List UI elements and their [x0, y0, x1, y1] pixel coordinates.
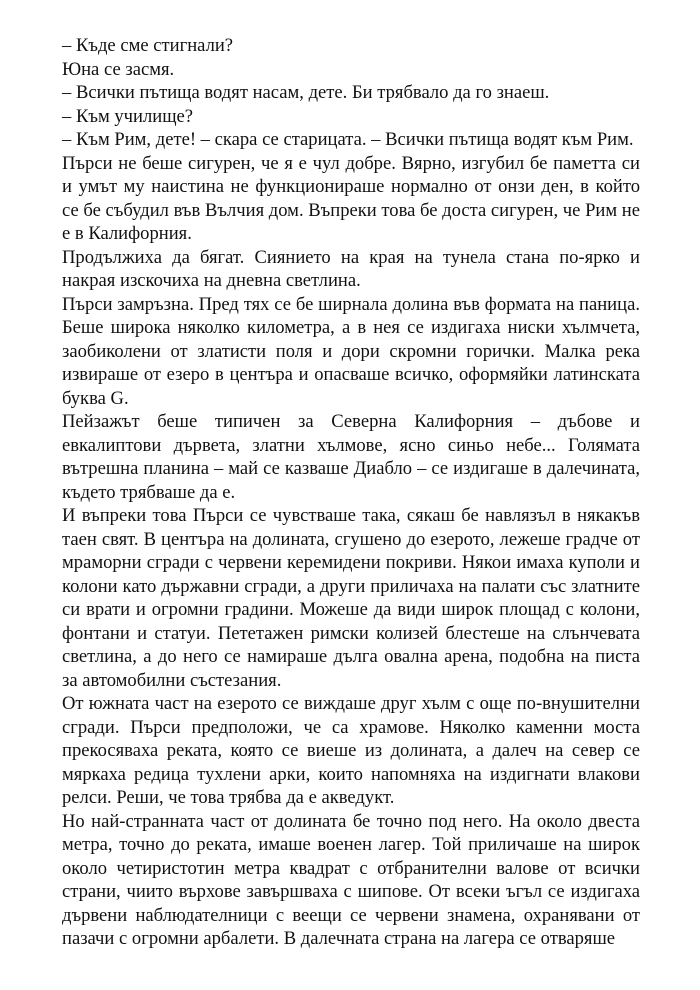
body-paragraph: Пърси не беше сигурен, че я е чул добре. Вярно, изгубил бе паметта си и умът му наистина не функционираше нормално от онзи ден, в който се бе събудил във Вълчия дом. Въпреки това бе доста сигурен, че Рим не е в Калифорния. — [62, 152, 640, 244]
book-page — [62, 34, 640, 951]
body-paragraph: Продължиха да бягат. Сиянието на края на тунела стана по-ярко и накрая изскочиха на дневна светлина. — [62, 246, 640, 291]
dialogue-line: – Към училище? — [62, 105, 194, 127]
body-paragraph: От южната част на езерото се виждаше друг хълм с още по-внушителни сгради. Пърси предположи, че са храмове. Няколко каменни моста прекосяваха реката, която се виеше из долината, а далеч на север се мяркаха редица тухлени арки, които напомняха на издигнати влакови релси. Реши, че това трябва да е акведукт. — [62, 693, 640, 808]
body-paragraph: Но най-странната част от долината бе точно под него. На около двеста метра, точно до реката, имаше военен лагер. Той приличаше на широк около четиристотин метра квадрат с отбранителни валове от всички страни, чиито върхове завършваха с шипове. От всеки ъгъл се издигаха дървени наблюдателници с веещи се червени знамена, охранявани от пазачи с огромни арбалети. В далечната страна на лагера се отваряше — [62, 810, 640, 949]
dialogue-line: – Всички пътища водят насам, дете. Би трябвало да го знаеш. — [62, 82, 550, 103]
dialogue-line: – Къде сме стигнали? — [62, 35, 234, 56]
body-paragraph: И въпреки това Пърси се чувстваше така, сякаш бе навлязъл в някакъв таен свят. В центъра на долината, сгушено до езерото, лежеше градче от мраморни сгради с червени керемидени покриви. Някои имаха куполи и колони като държавни сгради, а други приличаха на палати със златните си врати и огромни градини. Можеше да види широк площад с колони, фонтани и статуи. Пететажен римски колизей блестеше на слънчевата светлина, а до него се намираше дълга овална арена, подобна на писта за автомобилни състезания. — [62, 505, 640, 691]
dialogue-line: – Към Рим, дете! – скара се старицата. – Всички пътища водят към Рим. — [62, 129, 634, 150]
body-paragraph: Пейзажът беше типичен за Северна Калифорния – дъбове и евкалиптови дървета, златни хълмове, ясно синьо небе... Голямата вътрешна планина – май се казваше Диабло – се издигаше в далечината, където трябваше да е. — [62, 411, 640, 503]
body-paragraph: Пърси замръзна. Пред тях се бе ширнала долина във формата на паница. Беше широка няколко километра, а в нея се издигаха ниски хълмчета, заобиколени от златисти поля и дори скромни горички. Малка река извираше от езеро в центъра и опасваше всичко, оформяйки латинската буква G. — [62, 293, 640, 409]
narration-line: Юна се засмя. — [62, 58, 175, 80]
